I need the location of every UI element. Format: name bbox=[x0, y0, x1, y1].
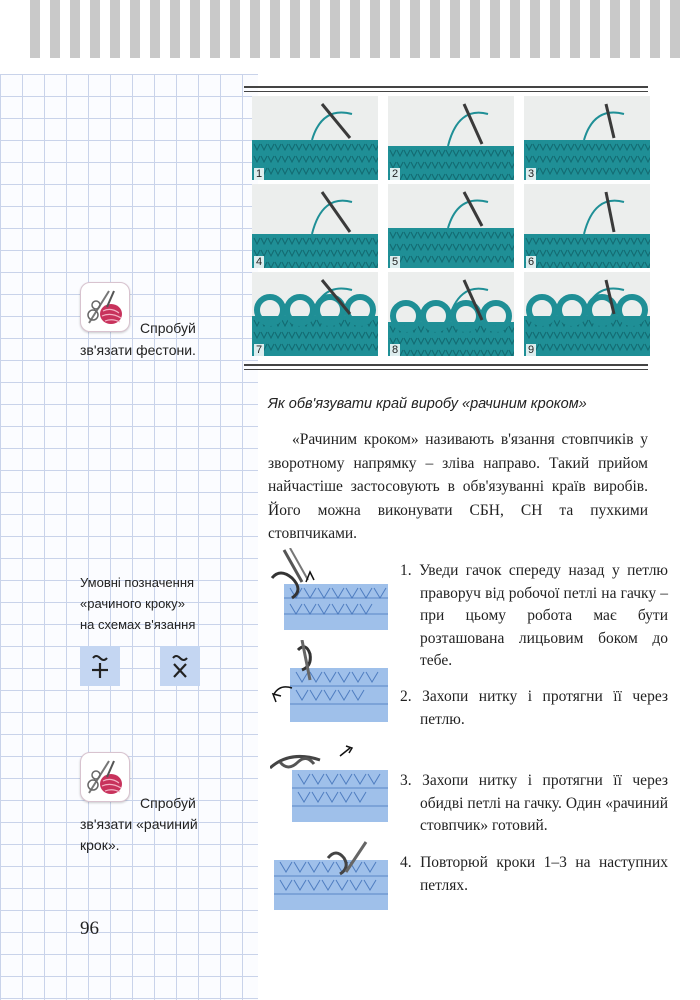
sidebar-grid bbox=[0, 74, 258, 1000]
step-photo bbox=[388, 96, 514, 180]
photo-number: 5 bbox=[392, 256, 399, 268]
step-2-diagram bbox=[270, 640, 388, 729]
step-photo bbox=[388, 272, 514, 356]
yarn-hook-icon bbox=[80, 282, 130, 332]
photo-number: 2 bbox=[392, 168, 399, 180]
symbols-legend bbox=[80, 572, 255, 635]
photo-number: 8 bbox=[392, 344, 399, 356]
photo-number: 6 bbox=[528, 256, 535, 268]
crab-stitch-plus-symbol-icon bbox=[80, 646, 120, 686]
step-number: 3. bbox=[400, 772, 412, 789]
photo-number: 1 bbox=[256, 168, 263, 180]
crab-stitch-x-symbol-icon bbox=[160, 646, 200, 686]
tip-festoons-line1: Спробуй bbox=[140, 320, 196, 336]
step-number: 4. bbox=[400, 854, 412, 871]
divider bbox=[244, 369, 648, 370]
tip-crab-line1: Спробуй bbox=[140, 795, 196, 811]
section-heading: Як обв'язувати край виробу «рачиним кроком» bbox=[268, 396, 587, 412]
photo-number: 3 bbox=[528, 168, 535, 180]
step-photo bbox=[524, 96, 650, 180]
photo-number: 9 bbox=[528, 344, 535, 356]
yarn-hook-icon bbox=[80, 752, 130, 802]
step-photo bbox=[524, 184, 650, 268]
step-description: Захопи нитку і протягни її через обидві петлі на гачку. Один «рачиний стовпчик» готовий. bbox=[420, 772, 669, 834]
legend-line: Умовні позначення bbox=[80, 575, 195, 590]
photo-number: 4 bbox=[256, 256, 263, 268]
step-number: 2. bbox=[400, 688, 412, 705]
photo-number: 7 bbox=[256, 344, 263, 356]
step-number: 1. bbox=[400, 562, 412, 579]
step-photo bbox=[252, 96, 378, 180]
top-stripe-decoration bbox=[30, 0, 680, 58]
step-description: Уведи гачок спереду назад у петлю праворуч від робочої петлі на гачку – при цьому робота має бути розташована лицьовим боком до тебе. bbox=[419, 562, 669, 669]
step-1-diagram bbox=[270, 548, 388, 637]
step-photo bbox=[252, 272, 378, 356]
step-photo bbox=[252, 184, 378, 268]
tip-festoons-line2: зв'язати фестони. bbox=[80, 342, 196, 358]
step-photo bbox=[388, 184, 514, 268]
tip-crab-line3: крок». bbox=[80, 837, 120, 853]
step-photo bbox=[524, 272, 650, 356]
step-3-diagram bbox=[270, 740, 388, 829]
legend-line: на схемах в'язання bbox=[80, 617, 196, 632]
step-3-text bbox=[400, 770, 668, 838]
divider bbox=[244, 364, 648, 366]
legend-line: «рачиного кроку» bbox=[80, 596, 186, 611]
step-description: Захопи нитку і протягни її через петлю. bbox=[420, 688, 669, 728]
divider bbox=[244, 86, 648, 88]
step-description: Повторюй кроки 1–3 на наступних петлях. bbox=[420, 854, 668, 894]
step-4-text bbox=[400, 852, 668, 897]
tip-crab-line2: зв'язати «рачиний bbox=[80, 816, 198, 832]
step-1-text bbox=[400, 560, 668, 673]
intro-paragraph: «Рачиним кроком» називають в'язання стовпчиків у зворотному напрямку – зліва направо. Такий прийом найчастіше застосовують в обв'язуванні країв виробів. Його можна виконувати СБН, СН та пухкими стовпчиками. bbox=[268, 431, 648, 542]
divider bbox=[244, 91, 648, 92]
step-4-diagram bbox=[270, 838, 388, 927]
step-2-text bbox=[400, 686, 668, 731]
page-number: 96 bbox=[80, 918, 99, 939]
